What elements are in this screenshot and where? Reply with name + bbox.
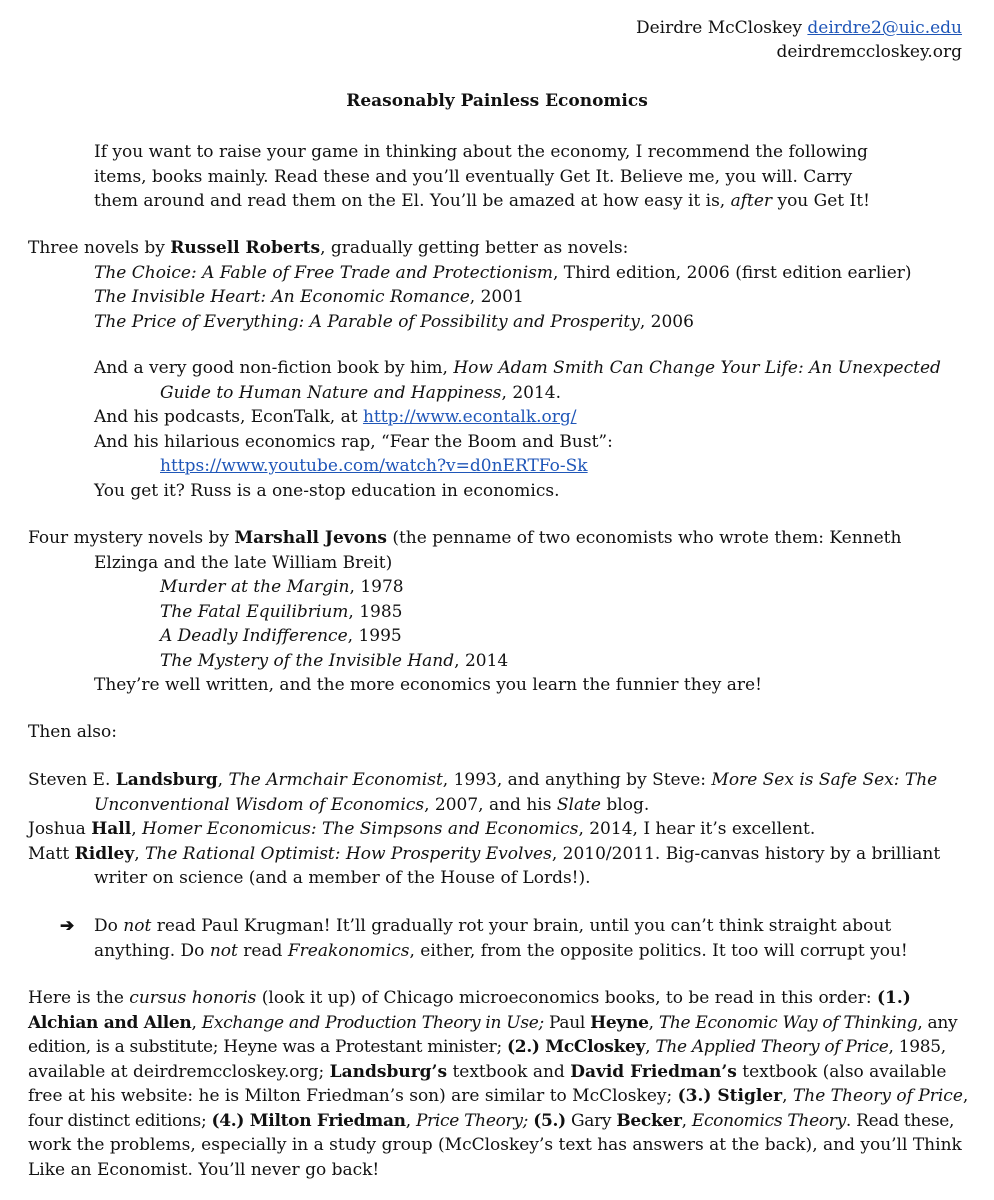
book-title: The Economic Way of Thinking bbox=[658, 1012, 918, 1033]
author-name-bold: (2.) McCloskey bbox=[507, 1037, 646, 1057]
text-span: Paul bbox=[543, 1012, 591, 1033]
author-name-bold: (4.) Milton Friedman bbox=[211, 1110, 406, 1131]
text-span: , bbox=[134, 843, 146, 864]
author-name-bold: Becker bbox=[616, 1110, 682, 1131]
chicago-line bbox=[28, 1060, 978, 1085]
book-title: The Applied Theory of Price bbox=[655, 1037, 889, 1057]
author-name-bold: Alchian and Allen bbox=[28, 1012, 192, 1033]
text-span: , 2014. bbox=[501, 382, 562, 403]
intro-line: If you want to raise your game in thinking about the economy, I recommend the following bbox=[94, 142, 868, 162]
text-span: And his podcasts, EconTalk, at bbox=[94, 407, 363, 427]
landsburg-entry bbox=[28, 768, 968, 793]
text-span: Gary bbox=[565, 1110, 617, 1131]
text-span: , bbox=[191, 1012, 202, 1033]
warning-line bbox=[94, 914, 974, 939]
chicago-line bbox=[28, 1011, 978, 1036]
text-span: , gradually getting better as novels: bbox=[320, 238, 629, 258]
text-span: textbook and bbox=[447, 1061, 571, 1082]
landsburg-entry-cont bbox=[28, 793, 968, 818]
emphasis: not bbox=[123, 916, 152, 936]
book-title: Homer Economicus: The Simpsons and Economics bbox=[142, 819, 579, 839]
chicago-line: work the problems, especially in a study group (McCloskey’s text has answers at the back), and you’ll Think bbox=[28, 1135, 962, 1155]
page-title: Reasonably Painless Economics bbox=[346, 91, 648, 111]
book-entry bbox=[28, 600, 968, 625]
text-span: , bbox=[648, 1012, 659, 1033]
list-number: (5.) bbox=[533, 1110, 566, 1131]
book-entry bbox=[28, 310, 968, 335]
text-span: , any bbox=[917, 1012, 958, 1033]
text-span: (look it up) of Chicago microeconomics books, to be read in this order: bbox=[256, 988, 878, 1008]
text-span: four distinct editions; bbox=[28, 1110, 212, 1131]
text-span: , 2014, I hear it’s excellent. bbox=[578, 819, 816, 839]
book-title: The Fatal Equilibrium bbox=[160, 601, 349, 622]
list-number: (1.) bbox=[877, 988, 911, 1008]
author-name: Deirdre McCloskey bbox=[635, 18, 802, 38]
rap-line: And his hilarious economics rap, “Fear the Boom and Bust”: bbox=[94, 431, 613, 452]
book-title: The Mystery of the Invisible Hand bbox=[160, 650, 455, 671]
text-span: Do bbox=[94, 916, 124, 936]
text-span: And a very good non-fiction book by him, bbox=[94, 358, 454, 378]
intro-paragraph bbox=[94, 140, 914, 214]
text-span: , 2007, and his bbox=[424, 794, 557, 815]
book-title: Freakonomics bbox=[287, 940, 410, 961]
intro-line: items, books mainly. Read these and you’ll eventually Get It. Believe me, you will. Carry bbox=[94, 166, 853, 187]
author-name-bold: Russell Roberts bbox=[170, 238, 321, 258]
text-span: Steven E. bbox=[28, 770, 116, 790]
roberts-closing: You get it? Russ is a one-stop education in economics. bbox=[94, 480, 560, 501]
author-name-bold: Landsburg’s bbox=[329, 1061, 448, 1082]
book-title: A Deadly Indifference bbox=[160, 626, 348, 646]
text-span: , 2014 bbox=[454, 650, 509, 671]
book-title: The Price of Everything: A Parable of Possibility and Prosperity bbox=[94, 311, 640, 332]
author-name-bold: Landsburg bbox=[115, 770, 218, 790]
emphasis: cursus honoris bbox=[129, 988, 257, 1008]
author-name-bold: (3.) Stigler bbox=[677, 1086, 783, 1106]
book-entry bbox=[28, 624, 968, 649]
text-span: , bbox=[681, 1110, 692, 1131]
author-email-link[interactable]: deirdre2@uic.edu bbox=[807, 18, 962, 38]
text-span: Joshua bbox=[28, 819, 92, 839]
book-title: Price Theory; bbox=[415, 1110, 529, 1131]
text-span: , bbox=[405, 1110, 416, 1131]
book-entry bbox=[28, 285, 968, 310]
book-title: Economics Theory bbox=[691, 1110, 846, 1131]
roberts-lead bbox=[28, 236, 968, 261]
econtalk-link[interactable]: http://www.econtalk.org/ bbox=[362, 407, 577, 427]
author-name-bold: Heyne bbox=[590, 1012, 649, 1033]
text-span: free at his website: he is Milton Friedman’s son) are similar to McCloskey; bbox=[28, 1086, 678, 1106]
hall-entry bbox=[28, 817, 968, 842]
text-span: you Get It! bbox=[772, 191, 870, 211]
book-title: Murder at the Margin bbox=[160, 577, 350, 597]
text-span: edition, is a substitute; Heyne was a Protestant minister; bbox=[28, 1037, 508, 1057]
author-name-bold: Hall bbox=[91, 819, 132, 839]
text-span: anything. Do bbox=[94, 940, 210, 961]
text-span: read Paul Krugman! It’ll gradually rot your brain, until you can’t think straight about bbox=[151, 916, 892, 936]
book-title: Guide to Human Nature and Happiness bbox=[160, 382, 502, 403]
chicago-paragraph bbox=[28, 986, 978, 1182]
author-name-bold: Marshall Jevons bbox=[234, 528, 387, 548]
text-span: , bbox=[131, 819, 143, 839]
text-span: , bbox=[782, 1086, 793, 1106]
text-span: textbook (also available bbox=[736, 1061, 947, 1082]
nonfiction-line bbox=[94, 356, 974, 381]
others-section bbox=[28, 768, 968, 891]
text-span: . Read these, bbox=[845, 1110, 955, 1131]
chicago-line bbox=[28, 1084, 978, 1109]
text-span: Four mystery novels by bbox=[28, 528, 235, 548]
jevons-lead-cont: Elzinga and the late William Breit) bbox=[94, 552, 393, 573]
book-title: The Theory of Price bbox=[792, 1086, 963, 1106]
intro-line bbox=[94, 189, 914, 214]
ridley-entry bbox=[28, 842, 968, 867]
text-span: (the penname of two economists who wrote them: Kenneth bbox=[386, 528, 902, 548]
chicago-line bbox=[28, 1109, 978, 1134]
text-span: , bbox=[645, 1037, 656, 1057]
ridley-entry-cont: writer on science (and a member of the House of Lords!). bbox=[94, 868, 591, 888]
roberts-section bbox=[28, 236, 968, 334]
arrow-icon: ➔ bbox=[60, 916, 75, 936]
text-span: , bbox=[217, 770, 229, 790]
jevons-lead bbox=[28, 526, 968, 551]
podcast-line bbox=[94, 405, 974, 430]
text-span: blog. bbox=[600, 794, 650, 815]
youtube-link[interactable]: https://www.youtube.com/watch?v=d0nERTFo-Sk bbox=[160, 456, 588, 476]
chicago-line: Like an Economist. You’ll never go back! bbox=[28, 1159, 380, 1180]
author-name-bold: David Friedman’s bbox=[570, 1061, 737, 1082]
book-title: The Armchair Economist bbox=[228, 770, 443, 790]
text-span: , bbox=[962, 1086, 969, 1106]
text-span: , 2001 bbox=[469, 287, 524, 307]
emphasis: not bbox=[209, 940, 238, 961]
text-span: Matt bbox=[28, 843, 75, 864]
text-span: Here is the bbox=[28, 988, 130, 1008]
author-header bbox=[636, 16, 962, 64]
book-title: The Choice: A Fable of Free Trade and Protectionism bbox=[94, 262, 553, 283]
text-span: read bbox=[237, 940, 288, 961]
book-title: The Invisible Heart: An Economic Romance bbox=[94, 287, 470, 307]
text-span: Three novels by bbox=[28, 238, 171, 258]
book-title: More Sex is Safe Sex: The bbox=[711, 770, 938, 790]
text-span: , 1985, bbox=[888, 1037, 946, 1057]
text-span: , 1995 bbox=[347, 626, 402, 646]
nonfiction-line bbox=[94, 381, 974, 406]
chicago-line bbox=[28, 1035, 978, 1060]
book-entry bbox=[28, 575, 968, 600]
chicago-line bbox=[28, 986, 978, 1011]
book-title: Exchange and Production Theory in Use; bbox=[201, 1012, 544, 1033]
book-title: The Rational Optimist: How Prosperity Evolves bbox=[145, 843, 552, 864]
then-also: Then also: bbox=[28, 722, 117, 742]
book-title: How Adam Smith Can Change Your Life: An Unexpected bbox=[453, 358, 941, 378]
book-title: Slate bbox=[556, 794, 601, 815]
roberts-extras bbox=[94, 356, 974, 503]
emphasis: after bbox=[730, 191, 773, 211]
author-website: deirdremccloskey.org bbox=[776, 42, 962, 62]
book-entry bbox=[28, 649, 968, 674]
text-span: them around and read them on the El. You’ll be amazed at how easy it is, bbox=[94, 191, 731, 211]
book-title: Unconventional Wisdom of Economics bbox=[94, 794, 425, 815]
text-span: , either, from the opposite politics. It too will corrupt you! bbox=[409, 940, 908, 961]
text-span: , Third edition, 2006 (first edition earlier) bbox=[552, 262, 912, 283]
author-line bbox=[636, 16, 962, 40]
text-span: , 1993, and anything by Steve: bbox=[442, 770, 712, 790]
book-entry bbox=[28, 261, 968, 286]
text-span: available at deirdremccloskey.org; bbox=[28, 1061, 330, 1082]
author-name-bold: Ridley bbox=[74, 843, 135, 864]
text-span: , 2010/2011. Big-canvas history by a brilliant bbox=[551, 843, 941, 864]
rap-link-line bbox=[94, 454, 974, 479]
text-span: , 1985 bbox=[348, 601, 403, 622]
text-span: , 1978 bbox=[349, 577, 404, 597]
text-span: , 2006 bbox=[639, 311, 694, 332]
jevons-closing: They’re well written, and the more economics you learn the funnier they are! bbox=[94, 675, 762, 695]
jevons-section bbox=[28, 526, 968, 698]
warning-bullet bbox=[94, 914, 974, 963]
warning-line bbox=[94, 939, 974, 964]
